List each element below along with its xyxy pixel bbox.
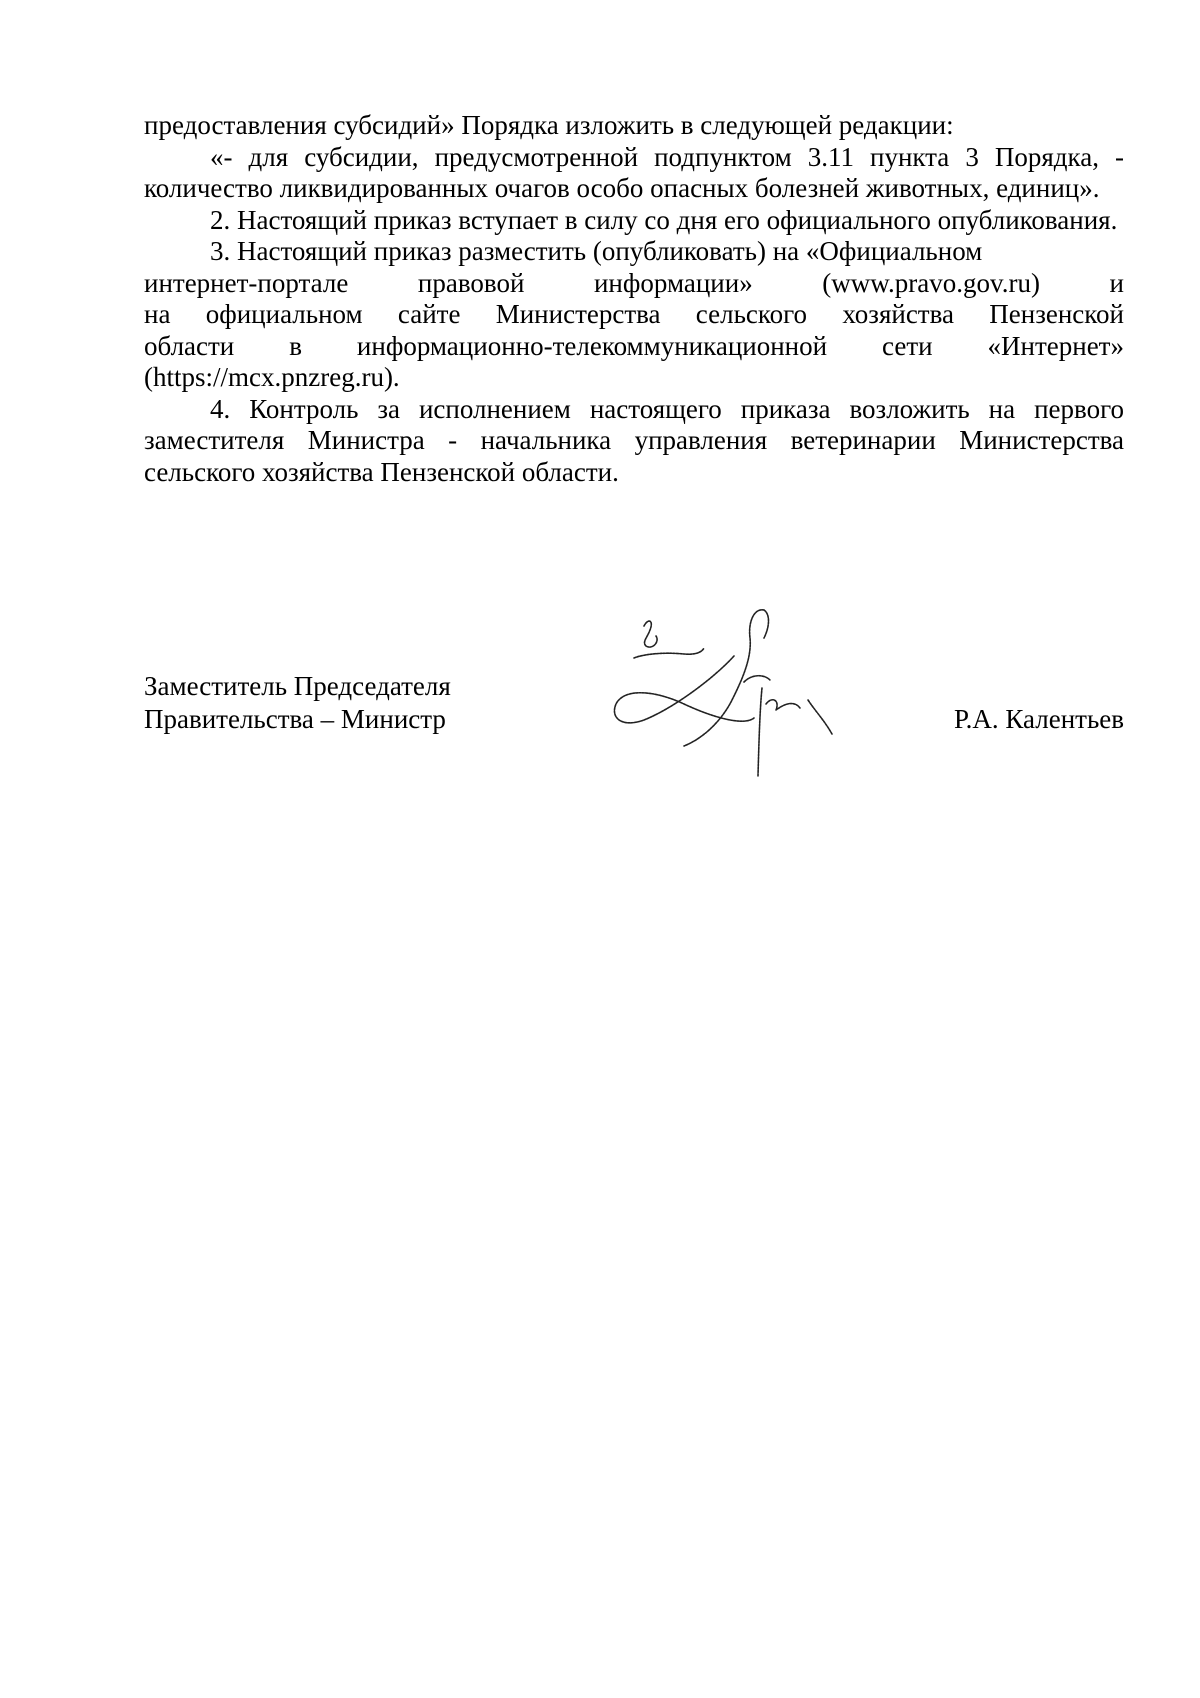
item-3-line-1: 3. Настоящий приказ разместить (опубликовать) на «Официальном [210,236,983,266]
item-3-line-3-text: на официальном сайте Министерства сельского хозяйства Пензенской [144,299,1124,329]
item-3-line-2-word: правовой [417,267,525,298]
item-3-line-2 [144,268,1124,300]
item-3-line-4 [144,331,1124,363]
mcx-url: (https://mcx.pnzreg.ru). [144,362,400,392]
paragraph-item-2: 2. Настоящий приказ вступает в силу со дня его официального опубликования. [210,204,1118,235]
item-3-line-2-word: интернет-портале [144,267,349,298]
paragraph-intro: предоставления субсидий» Порядка изложить в следующей редакции: [144,110,954,140]
item-3-line-2-word: информации» [593,267,753,298]
pravo-url: (www.pravo.gov.ru) [822,267,1040,298]
signer-title-line-2: Правительства – Министр [144,704,446,734]
signer-title-line-1: Заместитель Председателя [144,671,451,701]
document-body [144,110,1124,488]
handwritten-signature [604,608,844,778]
item-3-line-4-word: информационно-телекоммуникационной [356,330,828,361]
item-3-line-4-word: «Интернет» [987,330,1124,361]
item-3-line-4-word: области [144,330,235,361]
paragraph-quoted-edit: «- для субсидии, предусмотренной подпунктом 3.11 пункта 3 Порядка, - количество ликвидированных очагов особо опасных болезней животных, единиц». [144,141,1124,203]
item-3-line-2-word: и [1109,267,1124,298]
paragraph-item-3 [144,236,1124,394]
signer-name: Р.А. Калентьев [953,704,1124,734]
item-3-line-3 [144,299,1124,331]
item-3-line-4-word: в [289,330,302,361]
item-3-line-4-word: сети [882,330,933,361]
paragraph-item-4: 4. Контроль за исполнением настоящего приказа возложить на первого заместителя Министра - начальника управления ветеринарии Министерства сельского хозяйства Пензенской области. [144,393,1124,487]
signer-title [144,670,451,736]
